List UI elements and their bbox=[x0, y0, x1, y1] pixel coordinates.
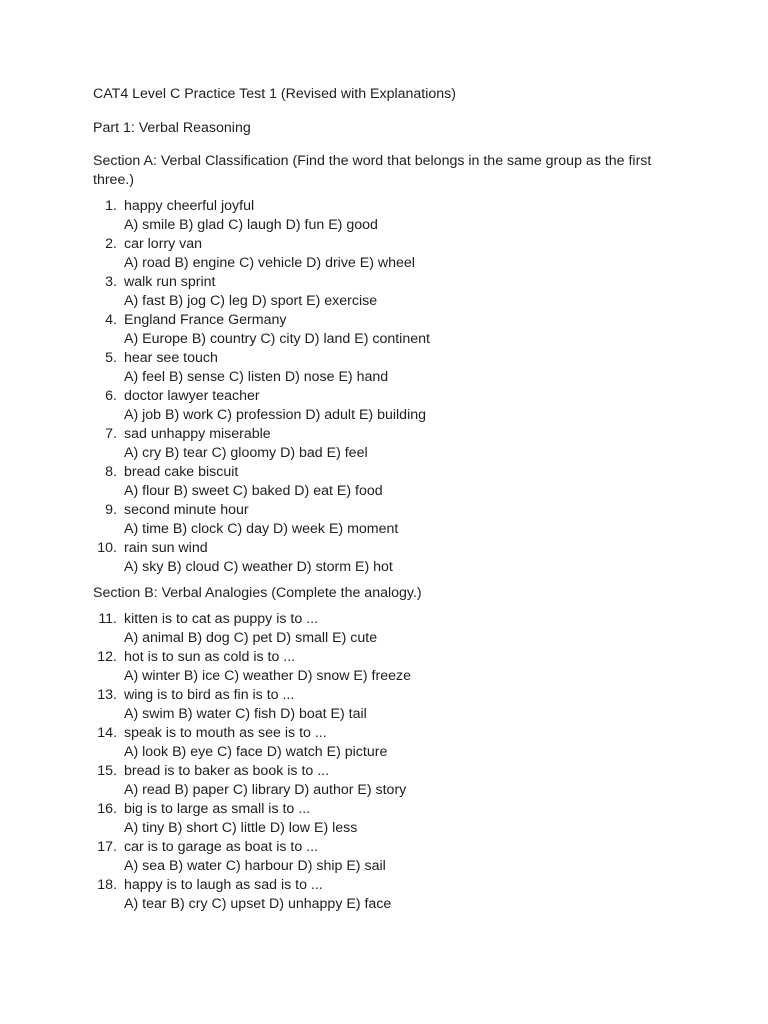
question-number: 7. bbox=[105, 426, 117, 442]
question-item bbox=[93, 539, 683, 577]
question-stem: England France Germany bbox=[124, 312, 287, 328]
question-number: 12. bbox=[97, 649, 117, 665]
question-options: A) winter B) ice C) weather D) snow E) freeze bbox=[124, 668, 411, 684]
question-item bbox=[93, 610, 683, 648]
question-item bbox=[93, 686, 683, 724]
section-b-questions bbox=[93, 610, 683, 914]
question-number: 8. bbox=[105, 464, 117, 480]
question-stem: happy cheerful joyful bbox=[124, 198, 255, 214]
question-stem: speak is to mouth as see is to ... bbox=[124, 725, 327, 741]
question-item bbox=[93, 273, 683, 311]
question-item bbox=[93, 876, 683, 914]
question-options: A) read B) paper C) library D) author E) story bbox=[124, 782, 407, 798]
question-item bbox=[93, 838, 683, 876]
question-item bbox=[93, 349, 683, 387]
section-a-questions bbox=[93, 197, 683, 577]
question-item bbox=[93, 762, 683, 800]
section-a-heading: Section A: Verbal Classification (Find the word that belongs in the same group as the first three.) bbox=[93, 153, 652, 188]
question-options: A) tiny B) short C) little D) low E) less bbox=[124, 820, 358, 836]
question-number: 2. bbox=[105, 236, 117, 252]
question-number: 18. bbox=[97, 877, 117, 893]
question-item bbox=[93, 197, 683, 235]
question-options: A) time B) clock C) day D) week E) moment bbox=[124, 521, 399, 537]
question-stem: bread is to baker as book is to ... bbox=[124, 763, 330, 779]
question-stem: big is to large as small is to ... bbox=[124, 801, 311, 817]
question-stem: car lorry van bbox=[124, 236, 203, 252]
question-item bbox=[93, 648, 683, 686]
question-item bbox=[93, 800, 683, 838]
question-number: 16. bbox=[97, 801, 117, 817]
question-options: A) feel B) sense C) listen D) nose E) hand bbox=[124, 369, 389, 385]
document-page bbox=[93, 85, 683, 921]
part-heading: Part 1: Verbal Reasoning bbox=[93, 120, 251, 136]
question-item bbox=[93, 311, 683, 349]
question-stem: bread cake biscuit bbox=[124, 464, 239, 480]
question-options: A) job B) work C) profession D) adult E) building bbox=[124, 407, 426, 423]
question-item bbox=[93, 387, 683, 425]
question-stem: car is to garage as boat is to ... bbox=[124, 839, 318, 855]
question-stem: wing is to bird as fin is to ... bbox=[124, 687, 295, 703]
question-options: A) cry B) tear C) gloomy D) bad E) feel bbox=[124, 445, 368, 461]
question-item bbox=[93, 235, 683, 273]
document-title: CAT4 Level C Practice Test 1 (Revised with Explanations) bbox=[93, 86, 456, 102]
question-stem: happy is to laugh as sad is to ... bbox=[124, 877, 323, 893]
question-stem: sad unhappy miserable bbox=[124, 426, 271, 442]
question-options: A) flour B) sweet C) baked D) eat E) food bbox=[124, 483, 383, 499]
question-stem: hot is to sun as cold is to ... bbox=[124, 649, 296, 665]
question-stem: kitten is to cat as puppy is to ... bbox=[124, 611, 318, 627]
question-number: 13. bbox=[97, 687, 117, 703]
question-number: 11. bbox=[98, 611, 117, 627]
question-options: A) sea B) water C) harbour D) ship E) sail bbox=[124, 858, 386, 874]
question-stem: hear see touch bbox=[124, 350, 218, 366]
question-number: 15. bbox=[97, 763, 117, 779]
question-stem: walk run sprint bbox=[124, 274, 216, 290]
question-number: 9. bbox=[105, 502, 117, 518]
question-options: A) sky B) cloud C) weather D) storm E) hot bbox=[124, 559, 393, 575]
question-options: A) smile B) glad C) laugh D) fun E) good bbox=[124, 217, 378, 233]
question-options: A) Europe B) country C) city D) land E) continent bbox=[124, 331, 430, 347]
question-item bbox=[93, 425, 683, 463]
question-number: 5. bbox=[105, 350, 117, 366]
question-options: A) animal B) dog C) pet D) small E) cute bbox=[124, 630, 378, 646]
question-stem: rain sun wind bbox=[124, 540, 208, 556]
question-options: A) tear B) cry C) upset D) unhappy E) face bbox=[124, 896, 392, 912]
section-b-heading: Section B: Verbal Analogies (Complete the analogy.) bbox=[93, 585, 422, 601]
question-item bbox=[93, 724, 683, 762]
question-number: 1. bbox=[105, 198, 117, 214]
question-number: 4. bbox=[105, 312, 117, 328]
question-stem: second minute hour bbox=[124, 502, 249, 518]
question-options: A) swim B) water C) fish D) boat E) tail bbox=[124, 706, 367, 722]
question-number: 14. bbox=[97, 725, 117, 741]
question-options: A) road B) engine C) vehicle D) drive E) wheel bbox=[124, 255, 415, 271]
question-item bbox=[93, 463, 683, 501]
question-number: 10. bbox=[97, 540, 117, 556]
question-options: A) look B) eye C) face D) watch E) picture bbox=[124, 744, 388, 760]
question-options: A) fast B) jog C) leg D) sport E) exercise bbox=[124, 293, 378, 309]
question-number: 6. bbox=[105, 388, 117, 404]
question-number: 3. bbox=[105, 274, 117, 290]
question-number: 17. bbox=[97, 839, 117, 855]
question-item bbox=[93, 501, 683, 539]
question-stem: doctor lawyer teacher bbox=[124, 388, 260, 404]
